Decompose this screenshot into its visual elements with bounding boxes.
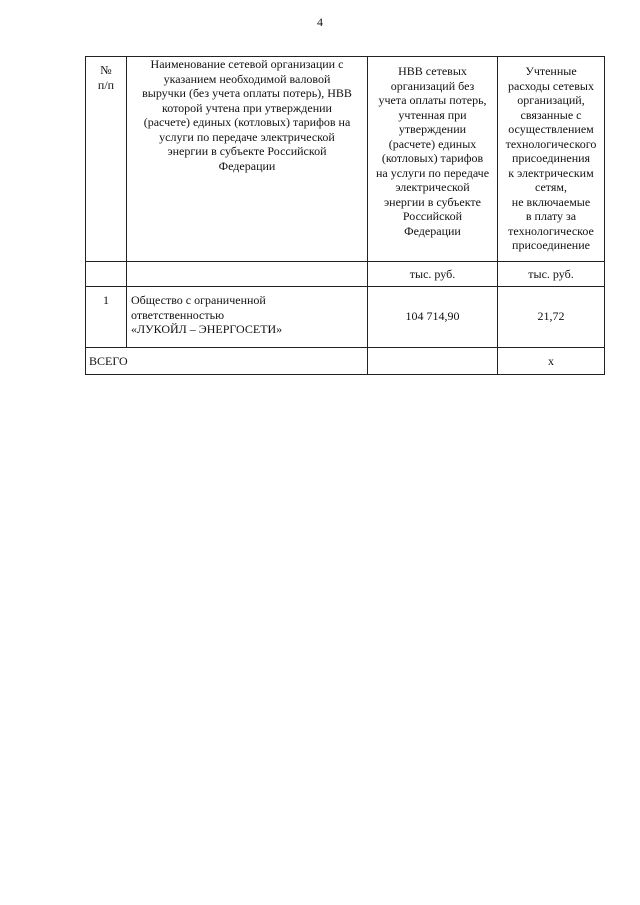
- header-text: указанием необходимой валовой: [163, 71, 331, 86]
- header-tech-connection-costs: [498, 57, 605, 262]
- table-header-row: [86, 57, 605, 262]
- header-text: выручки (без учета оплаты потерь), НВВ: [142, 86, 352, 100]
- units-row: [86, 262, 605, 287]
- header-text: учета оплаты потерь,: [378, 93, 487, 107]
- total-nvv-value: [368, 348, 498, 375]
- header-text: связанные с: [520, 107, 582, 122]
- row-name-line: «ЛУКОЙЛ – ЭНЕРГОСЕТИ»: [131, 322, 283, 336]
- units-cell-nvv: тыс. руб.: [368, 262, 498, 287]
- row-nvv-value: 104 714,90: [368, 287, 498, 348]
- units-cell-empty: [127, 262, 368, 287]
- table-row: [86, 287, 605, 348]
- header-text: которой учтена при утверждении: [162, 100, 332, 115]
- header-text: энергии в субъекте: [384, 194, 481, 209]
- row-index: 1: [86, 287, 127, 348]
- header-text: Наименование сетевой организации с: [150, 57, 344, 71]
- header-text: (расчете) единых: [388, 136, 477, 151]
- header-text: технологического: [505, 136, 597, 151]
- units-cell-empty: [86, 262, 127, 287]
- header-text: утверждении: [398, 122, 467, 136]
- header-index: [86, 57, 127, 262]
- row-name-line: ответственностью: [131, 307, 225, 322]
- total-row: [86, 348, 605, 375]
- total-label: ВСЕГО: [86, 348, 368, 375]
- header-text: присоединения: [511, 151, 591, 165]
- header-text: сетям,: [535, 180, 567, 194]
- header-text: технологическое: [508, 223, 594, 238]
- header-text: Федерации: [218, 158, 276, 173]
- row-name-line: Общество с ограниченной: [131, 293, 266, 307]
- header-text: организаций без: [390, 78, 475, 93]
- units-cell-tech-costs: тыс. руб.: [498, 262, 605, 287]
- row-tech-costs-value: 21,72: [498, 287, 605, 348]
- header-organization-name: [127, 57, 368, 262]
- header-nvv: [368, 57, 498, 262]
- header-text: (расчете) единых (котловых) тарифов на: [143, 115, 351, 129]
- header-text: услуги по передаче электрической: [159, 129, 335, 144]
- header-text: №: [100, 63, 112, 77]
- header-text: не включаемые: [511, 194, 591, 209]
- row-organization-name: [127, 287, 368, 348]
- header-text: организаций,: [517, 93, 585, 107]
- header-text: энергии в субъекте Российской: [167, 144, 327, 158]
- header-text: п/п: [97, 77, 115, 92]
- header-text: НВВ сетевых: [398, 64, 467, 78]
- header-text: расходы сетевых: [508, 78, 594, 93]
- header-text: Российской: [402, 209, 463, 223]
- header-text: на услуги по передаче: [375, 165, 490, 180]
- header-text: присоединение: [512, 238, 590, 252]
- tariff-table: [85, 56, 605, 375]
- header-text: осуществлением: [508, 122, 594, 136]
- header-text: (котловых) тарифов: [381, 151, 484, 165]
- header-text: Учтенные: [525, 64, 577, 78]
- total-tech-costs-value: x: [498, 348, 605, 375]
- header-text: электрической: [395, 180, 470, 194]
- header-text: Федерации: [404, 223, 461, 238]
- header-text: учтенная при: [398, 107, 467, 122]
- header-text: к электрическим: [508, 165, 594, 180]
- page-number: 4: [317, 15, 323, 29]
- header-text: в плату за: [525, 209, 577, 223]
